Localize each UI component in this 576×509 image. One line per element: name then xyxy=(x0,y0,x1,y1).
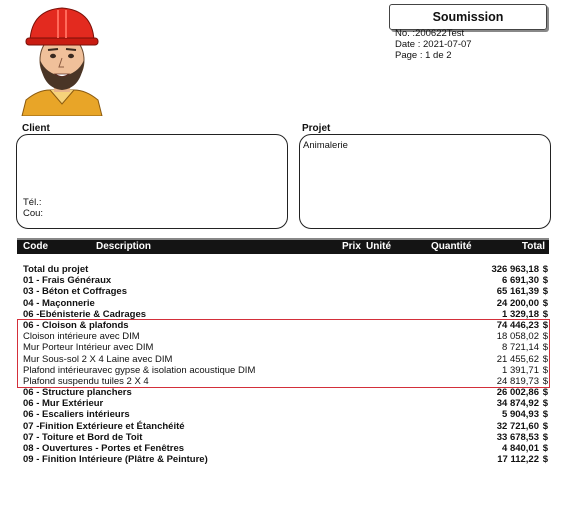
document-page-label: Page : xyxy=(395,50,423,61)
row-amount: 74 446,23 xyxy=(496,319,539,331)
row-label: 09 - Finition Intérieure (Plâtre & Peinture) xyxy=(23,454,208,466)
row-currency: $ xyxy=(542,409,548,421)
row-currency: $ xyxy=(542,375,548,387)
header-quantite: Quantité xyxy=(431,241,472,252)
row-amount: 5 904,93 xyxy=(502,409,539,421)
row-currency: $ xyxy=(542,364,548,376)
row-label: 06 - Cloison & plafonds xyxy=(23,319,129,331)
row-label: Plafond suspendu tuiles 2 X 4 xyxy=(23,375,149,387)
row-label: 06 - Mur Extérieur xyxy=(23,398,104,410)
document-date: 2021-07-07 xyxy=(423,39,472,50)
row-currency: $ xyxy=(542,454,548,466)
row-label: Plafond intérieuravec gypse & isolation acoustique DIM xyxy=(23,364,256,376)
row-label: Mur Porteur Intérieur avec DIM xyxy=(23,342,154,354)
table-row xyxy=(23,309,548,320)
row-label: 06 - Escaliers intérieurs xyxy=(23,409,130,421)
row-amount: 26 002,86 xyxy=(496,387,539,399)
row-amount: 1 391,71 xyxy=(502,364,539,376)
row-currency: $ xyxy=(542,264,548,275)
row-label: 01 - Frais Généraux xyxy=(23,275,112,287)
row-currency: $ xyxy=(542,398,548,410)
row-label: 06 -Ebénisterie & Cadrages xyxy=(23,308,147,320)
row-label: Cloison intérieure avec DIM xyxy=(23,331,140,343)
row-currency: $ xyxy=(542,387,548,399)
document-page: 1 de 2 xyxy=(425,50,452,61)
row-currency: $ xyxy=(542,353,548,365)
row-amount: 34 874,92 xyxy=(496,398,539,410)
client-label: Client xyxy=(22,123,50,134)
client-panel xyxy=(16,134,288,229)
document-meta xyxy=(395,28,472,61)
row-currency: $ xyxy=(542,275,548,287)
client-tel-label: Tél.: xyxy=(23,197,42,208)
table-row xyxy=(23,354,548,365)
projet-label: Projet xyxy=(302,123,331,134)
row-amount: 326 963,18 xyxy=(491,264,539,275)
row-currency: $ xyxy=(542,431,548,443)
row-amount: 65 161,39 xyxy=(496,286,539,298)
row-amount: 32 721,60 xyxy=(496,420,539,432)
contractor-avatar-logo xyxy=(18,4,106,116)
table-row xyxy=(23,443,548,454)
row-label: 08 - Ouvertures - Portes et Fenêtres xyxy=(23,443,185,454)
document-number-line xyxy=(395,28,472,39)
client-cou-label: Cou: xyxy=(23,208,44,219)
row-label: 03 - Béton et Coffrages xyxy=(23,286,127,298)
table-row xyxy=(23,298,548,309)
row-amount: 24 819,73 xyxy=(496,375,539,387)
document-page-line xyxy=(395,50,472,61)
table-row xyxy=(23,432,548,443)
row-amount: 17 112,22 xyxy=(497,454,539,466)
document-title: Soumission xyxy=(432,10,504,24)
row-label: Mur Sous-sol 2 X 4 Laine avec DIM xyxy=(23,353,173,365)
row-label: 07 -Finition Extérieure et Étanchéité xyxy=(23,420,185,432)
row-amount: 1 329,18 xyxy=(502,308,539,320)
header-unite: Unité xyxy=(366,241,391,252)
table-row xyxy=(23,320,548,331)
header-code: Code xyxy=(23,241,48,252)
row-label: Total du projet xyxy=(23,264,89,275)
table-header xyxy=(17,240,549,254)
document-number: 200622Test xyxy=(415,28,465,39)
table-row xyxy=(23,286,548,297)
projet-name: Animalerie xyxy=(303,140,348,151)
table-row xyxy=(23,421,548,432)
row-amount: 33 678,53 xyxy=(496,431,539,443)
table-body xyxy=(23,264,548,465)
row-amount: 6 691,30 xyxy=(502,275,539,287)
row-amount: 4 840,01 xyxy=(502,443,539,454)
table-row xyxy=(23,342,548,353)
row-label: 06 - Structure planchers xyxy=(23,387,132,399)
row-currency: $ xyxy=(542,331,548,343)
document-date-line xyxy=(395,39,472,50)
table-row xyxy=(23,387,548,398)
row-currency: $ xyxy=(542,286,548,298)
row-currency: $ xyxy=(542,342,548,354)
header-prix: Prix xyxy=(342,241,361,252)
table-row xyxy=(23,376,548,387)
document-number-label: No. : xyxy=(395,28,416,39)
row-currency: $ xyxy=(542,319,548,331)
header-description: Description xyxy=(96,241,152,252)
table-row xyxy=(23,275,548,286)
row-currency: $ xyxy=(542,308,548,320)
table-row xyxy=(23,331,548,342)
row-amount: 18 058,02 xyxy=(496,331,539,343)
row-amount: 24 200,00 xyxy=(496,297,539,309)
row-label: 07 - Toiture et Bord de Toit xyxy=(23,431,143,443)
table-row xyxy=(23,409,548,420)
table-row xyxy=(23,454,548,465)
row-amount: 21 455,62 xyxy=(496,353,539,365)
table-row xyxy=(23,365,548,376)
table-row xyxy=(23,398,548,409)
projet-panel xyxy=(299,134,551,229)
row-currency: $ xyxy=(542,443,548,454)
row-label: 04 - Maçonnerie xyxy=(23,297,95,309)
document-title-box xyxy=(389,4,547,30)
table-row xyxy=(23,264,548,275)
row-amount: 8 721,14 xyxy=(502,342,539,354)
row-currency: $ xyxy=(542,420,548,432)
document-date-label: Date : xyxy=(395,39,421,50)
row-currency: $ xyxy=(542,297,548,309)
header-total: Total xyxy=(521,241,545,252)
